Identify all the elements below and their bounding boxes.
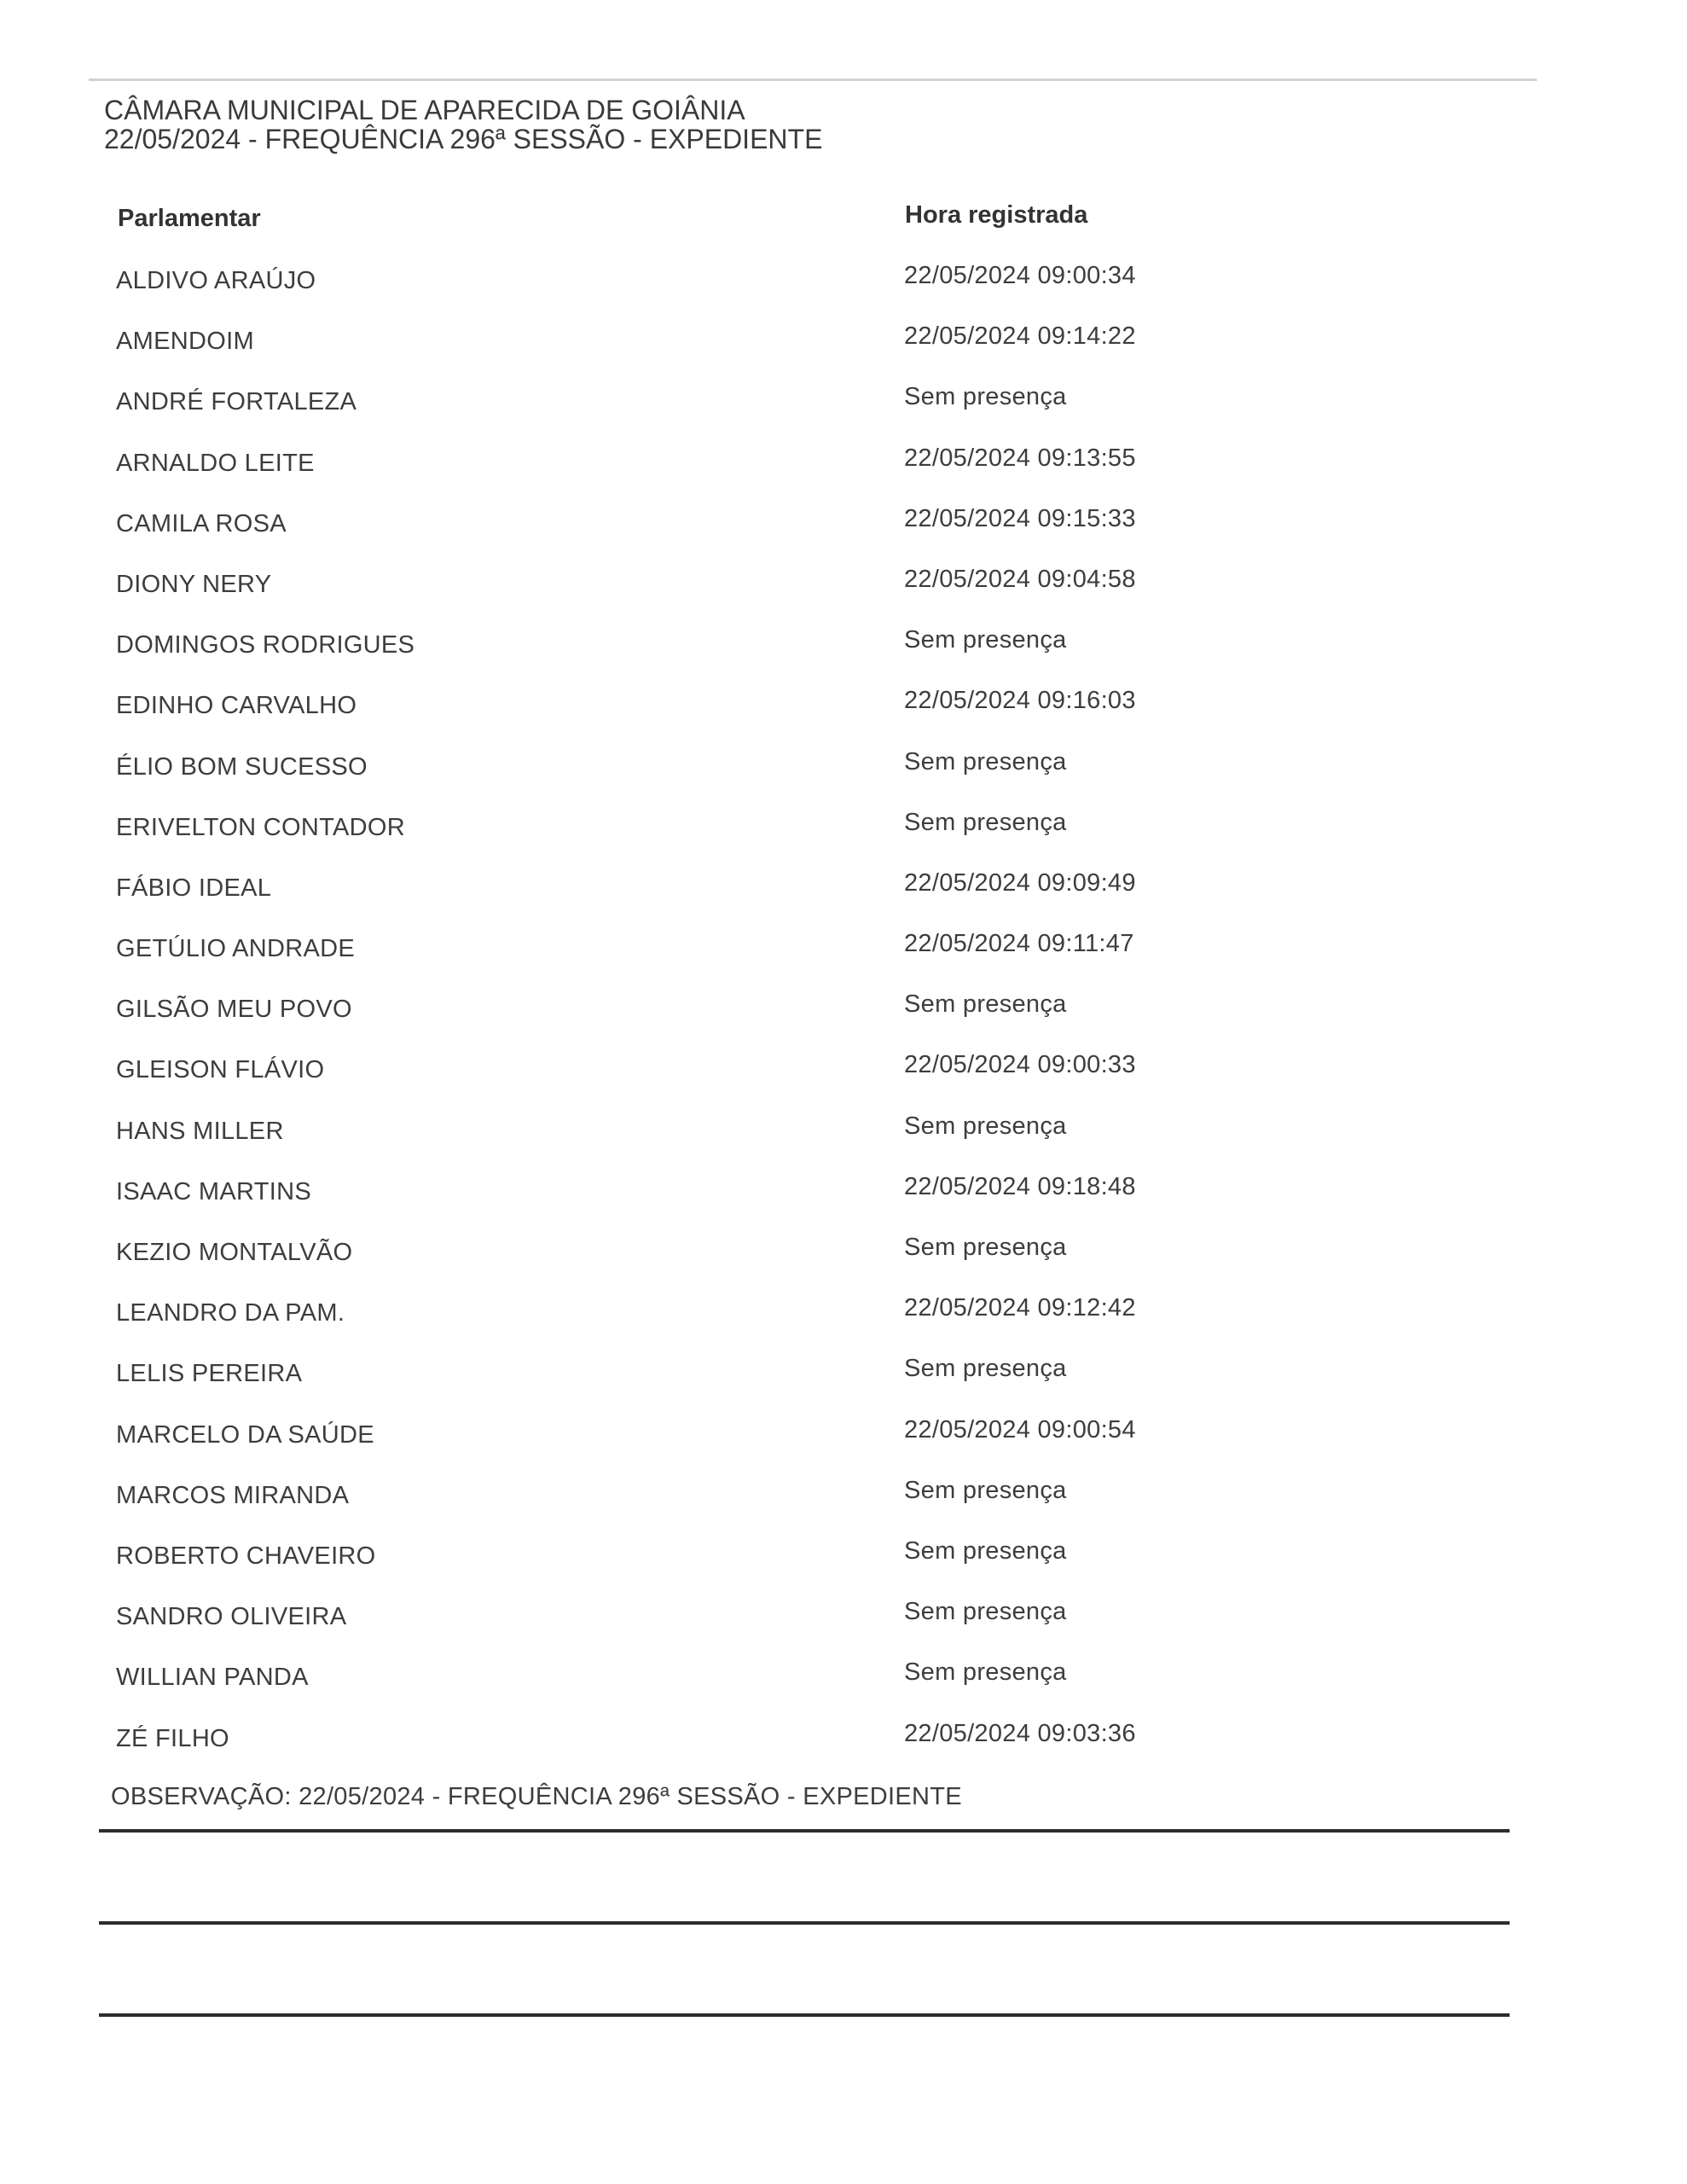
registered-time: Sem presença [904, 1476, 1067, 1504]
registered-time: Sem presença [904, 990, 1067, 1019]
registered-time: 22/05/2024 09:00:34 [904, 262, 1136, 289]
table-row [0, 444, 1687, 505]
table-row [0, 626, 1687, 687]
table-row [0, 1720, 1687, 1780]
parlamentar-name: SANDRO OLIVEIRA [116, 1603, 347, 1631]
table-row [0, 1537, 1687, 1598]
attendance-table-header [0, 201, 1687, 235]
table-row [0, 748, 1687, 809]
table-row [0, 566, 1687, 626]
registered-time: 22/05/2024 09:16:03 [904, 687, 1136, 715]
registered-time: Sem presença [904, 1598, 1067, 1626]
parlamentar-name: DOMINGOS RODRIGUES [116, 631, 415, 659]
parlamentar-name: KEZIO MONTALVÃO [116, 1239, 353, 1266]
observation-note: OBSERVAÇÃO: 22/05/2024 - FREQUÊNCIA 296ª SESSÃO - EXPEDIENTE [111, 1783, 962, 1810]
registered-time: Sem presença [904, 383, 1067, 411]
table-row [0, 1598, 1687, 1658]
table-row [0, 1051, 1687, 1112]
registered-time: 22/05/2024 09:11:47 [904, 930, 1134, 958]
registered-time: Sem presença [904, 1658, 1067, 1687]
registered-time: 22/05/2024 09:13:55 [904, 444, 1136, 472]
parlamentar-name: LELIS PEREIRA [116, 1360, 303, 1388]
registered-time: 22/05/2024 09:14:22 [904, 322, 1136, 351]
header-session: 22/05/2024 - FREQUÊNCIA 296ª SESSÃO - EXPEDIENTE [104, 124, 823, 154]
parlamentar-name: CAMILA ROSA [116, 509, 287, 537]
column-header-parlamentar: Parlamentar [118, 205, 261, 232]
parlamentar-name: HANS MILLER [116, 1117, 284, 1145]
table-row [0, 990, 1687, 1051]
parlamentar-name: ANDRÉ FORTALEZA [116, 388, 357, 416]
registered-time: 22/05/2024 09:15:33 [904, 504, 1136, 532]
table-row [0, 809, 1687, 869]
parlamentar-name: FÁBIO IDEAL [116, 874, 272, 902]
registered-time: 22/05/2024 09:00:33 [904, 1051, 1136, 1079]
column-header-hora-registrada: Hora registrada [905, 201, 1088, 229]
signature-line [99, 1921, 1510, 1925]
signature-line [99, 2013, 1510, 2017]
table-row [0, 1477, 1687, 1537]
registered-time: 22/05/2024 09:09:49 [904, 868, 1136, 897]
registered-time: 22/05/2024 09:12:42 [904, 1294, 1136, 1322]
table-row [0, 930, 1687, 990]
registered-time: Sem presença [904, 808, 1067, 836]
parlamentar-name: LEANDRO DA PAM. [116, 1299, 345, 1327]
table-row [0, 1173, 1687, 1234]
parlamentar-name: ERIVELTON CONTADOR [116, 813, 405, 841]
attendance-table-body [0, 262, 1687, 1780]
table-row [0, 1294, 1687, 1355]
table-row [0, 1416, 1687, 1477]
table-row [0, 1112, 1687, 1173]
parlamentar-name: MARCOS MIRANDA [116, 1481, 350, 1509]
table-row [0, 1234, 1687, 1294]
header-institution: CÂMARA MUNICIPAL DE APARECIDA DE GOIÂNIA [104, 95, 745, 125]
registered-time: Sem presença [904, 1112, 1067, 1140]
signature-line [99, 1829, 1510, 1833]
parlamentar-name: GETÚLIO ANDRADE [116, 935, 356, 963]
table-row [0, 869, 1687, 930]
parlamentar-name: WILLIAN PANDA [116, 1664, 309, 1692]
parlamentar-name: ROBERTO CHAVEIRO [116, 1542, 376, 1570]
registered-time: 22/05/2024 09:18:48 [904, 1172, 1136, 1200]
parlamentar-name: DIONY NERY [116, 570, 272, 598]
registered-time: Sem presença [904, 1355, 1067, 1383]
parlamentar-name: MARCELO DA SAÚDE [116, 1420, 374, 1449]
table-row [0, 1658, 1687, 1719]
document-header [104, 96, 1128, 154]
registered-time: Sem presença [904, 626, 1067, 654]
parlamentar-name: GLEISON FLÁVIO [116, 1056, 325, 1084]
table-row [0, 262, 1687, 322]
registered-time: 22/05/2024 09:03:36 [904, 1719, 1136, 1747]
registered-time: 22/05/2024 09:00:54 [904, 1415, 1136, 1443]
parlamentar-name: ARNALDO LEITE [116, 449, 315, 477]
table-row [0, 687, 1687, 747]
table-row [0, 505, 1687, 566]
parlamentar-name: AMENDOIM [116, 328, 254, 356]
top-divider [89, 78, 1537, 81]
parlamentar-name: EDINHO CARVALHO [116, 692, 357, 720]
table-row [0, 1355, 1687, 1415]
registered-time: 22/05/2024 09:04:58 [904, 565, 1136, 593]
parlamentar-name: GILSÃO MEU POVO [116, 996, 352, 1024]
table-row [0, 383, 1687, 444]
parlamentar-name: ALDIVO ARAÚJO [116, 267, 316, 294]
registered-time: Sem presença [904, 1234, 1067, 1261]
table-row [0, 322, 1687, 383]
parlamentar-name: ZÉ FILHO [116, 1724, 229, 1752]
registered-time: Sem presença [904, 747, 1067, 775]
parlamentar-name: ÉLIO BOM SUCESSO [116, 752, 368, 781]
registered-time: Sem presença [904, 1536, 1067, 1565]
parlamentar-name: ISAAC MARTINS [116, 1177, 311, 1205]
